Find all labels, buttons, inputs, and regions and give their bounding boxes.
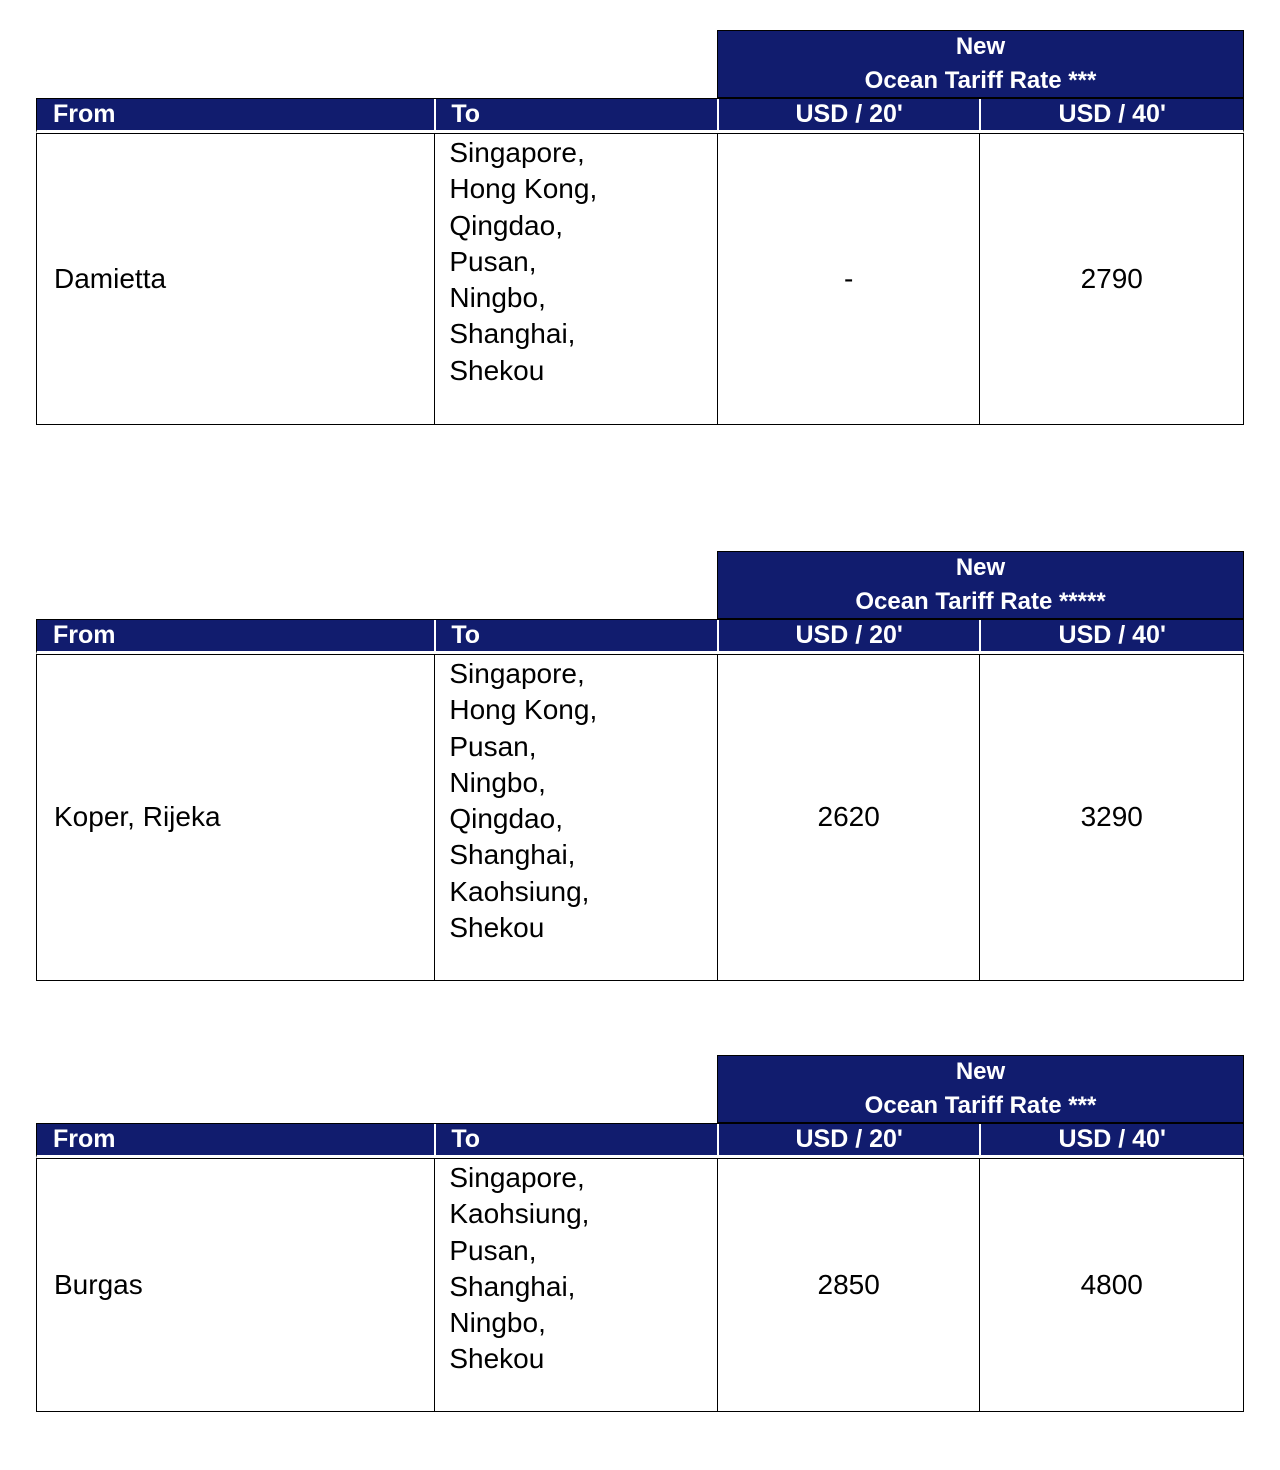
- cell-usd20: -: [717, 133, 980, 424]
- column-header-to: To: [434, 1124, 717, 1155]
- destination-item: Shanghai,: [449, 1270, 576, 1302]
- column-header-usd40: USD / 40': [979, 1124, 1243, 1155]
- column-header-row: [36, 1123, 1244, 1158]
- column-header-row: [36, 619, 1244, 654]
- rate-header-new: New: [955, 33, 1006, 60]
- destination-item: Qingdao,: [449, 803, 563, 835]
- destination-item: Shanghai,: [449, 318, 576, 350]
- destination-item: Singapore,: [449, 137, 585, 168]
- destination-item: Kaohsiung,: [449, 1198, 590, 1230]
- destination-item: Ningbo,: [449, 766, 546, 798]
- destination-item: Qingdao,: [449, 209, 563, 241]
- cell-to: [434, 133, 717, 424]
- column-header-usd20: USD / 20': [717, 99, 980, 130]
- rate-header-title: Ocean Tariff Rate ***: [864, 67, 1097, 94]
- cell-from: Burgas: [54, 1268, 143, 1300]
- destination-item: Ningbo,: [449, 282, 546, 314]
- rate-header-new: New: [955, 1058, 1006, 1085]
- column-header-from: From: [53, 621, 116, 649]
- destination-item: Singapore,: [449, 658, 585, 689]
- destination-item: Shekou: [449, 912, 545, 944]
- table-row: [36, 1158, 1244, 1412]
- destination-item: Hong Kong,: [449, 694, 598, 726]
- cell-usd40: 4800: [979, 1158, 1243, 1411]
- column-header-from: From: [53, 1125, 116, 1153]
- table-row: [36, 654, 1244, 981]
- column-header-usd40: USD / 40': [979, 99, 1243, 130]
- cell-from: Damietta: [54, 262, 167, 294]
- destination-item: Kaohsiung,: [449, 875, 590, 907]
- rate-group-header: [717, 1055, 1244, 1123]
- tariff-table-burgas: [36, 1055, 1244, 1412]
- destination-item: Pusan,: [449, 730, 537, 762]
- cell-usd20: 2850: [717, 1158, 980, 1411]
- destination-item: Pusan,: [449, 1234, 537, 1266]
- destination-item: Pusan,: [449, 245, 537, 277]
- column-header-usd40: USD / 40': [979, 620, 1243, 651]
- rate-header-new: New: [955, 554, 1006, 581]
- cell-to: [434, 1158, 717, 1411]
- destination-item: Shekou: [449, 354, 545, 386]
- column-header-usd20: USD / 20': [717, 620, 980, 651]
- cell-to: [434, 654, 717, 980]
- table-row: [36, 133, 1244, 425]
- rate-header-title: Ocean Tariff Rate *****: [855, 588, 1106, 615]
- destination-item: Hong Kong,: [449, 173, 598, 205]
- rate-group-header: [717, 551, 1244, 619]
- cell-usd40: 2790: [979, 133, 1243, 424]
- rate-header-title: Ocean Tariff Rate ***: [864, 1092, 1097, 1119]
- column-header-usd20: USD / 20': [717, 1124, 980, 1155]
- column-header-row: [36, 98, 1244, 133]
- column-header-from: From: [53, 100, 116, 128]
- destination-item: Ningbo,: [449, 1307, 546, 1339]
- column-header-to: To: [434, 99, 717, 130]
- cell-usd20: 2620: [717, 654, 980, 980]
- destination-item: Shekou: [449, 1343, 545, 1375]
- cell-usd40: 3290: [979, 654, 1243, 980]
- destination-item: Shanghai,: [449, 839, 576, 871]
- rate-group-header: [717, 30, 1244, 98]
- destination-item: Singapore,: [449, 1162, 585, 1193]
- tariff-table-koper-rijeka: [36, 551, 1244, 981]
- column-header-to: To: [434, 620, 717, 651]
- tariff-table-damietta: [36, 30, 1244, 425]
- cell-from: Koper, Rijeka: [54, 801, 221, 832]
